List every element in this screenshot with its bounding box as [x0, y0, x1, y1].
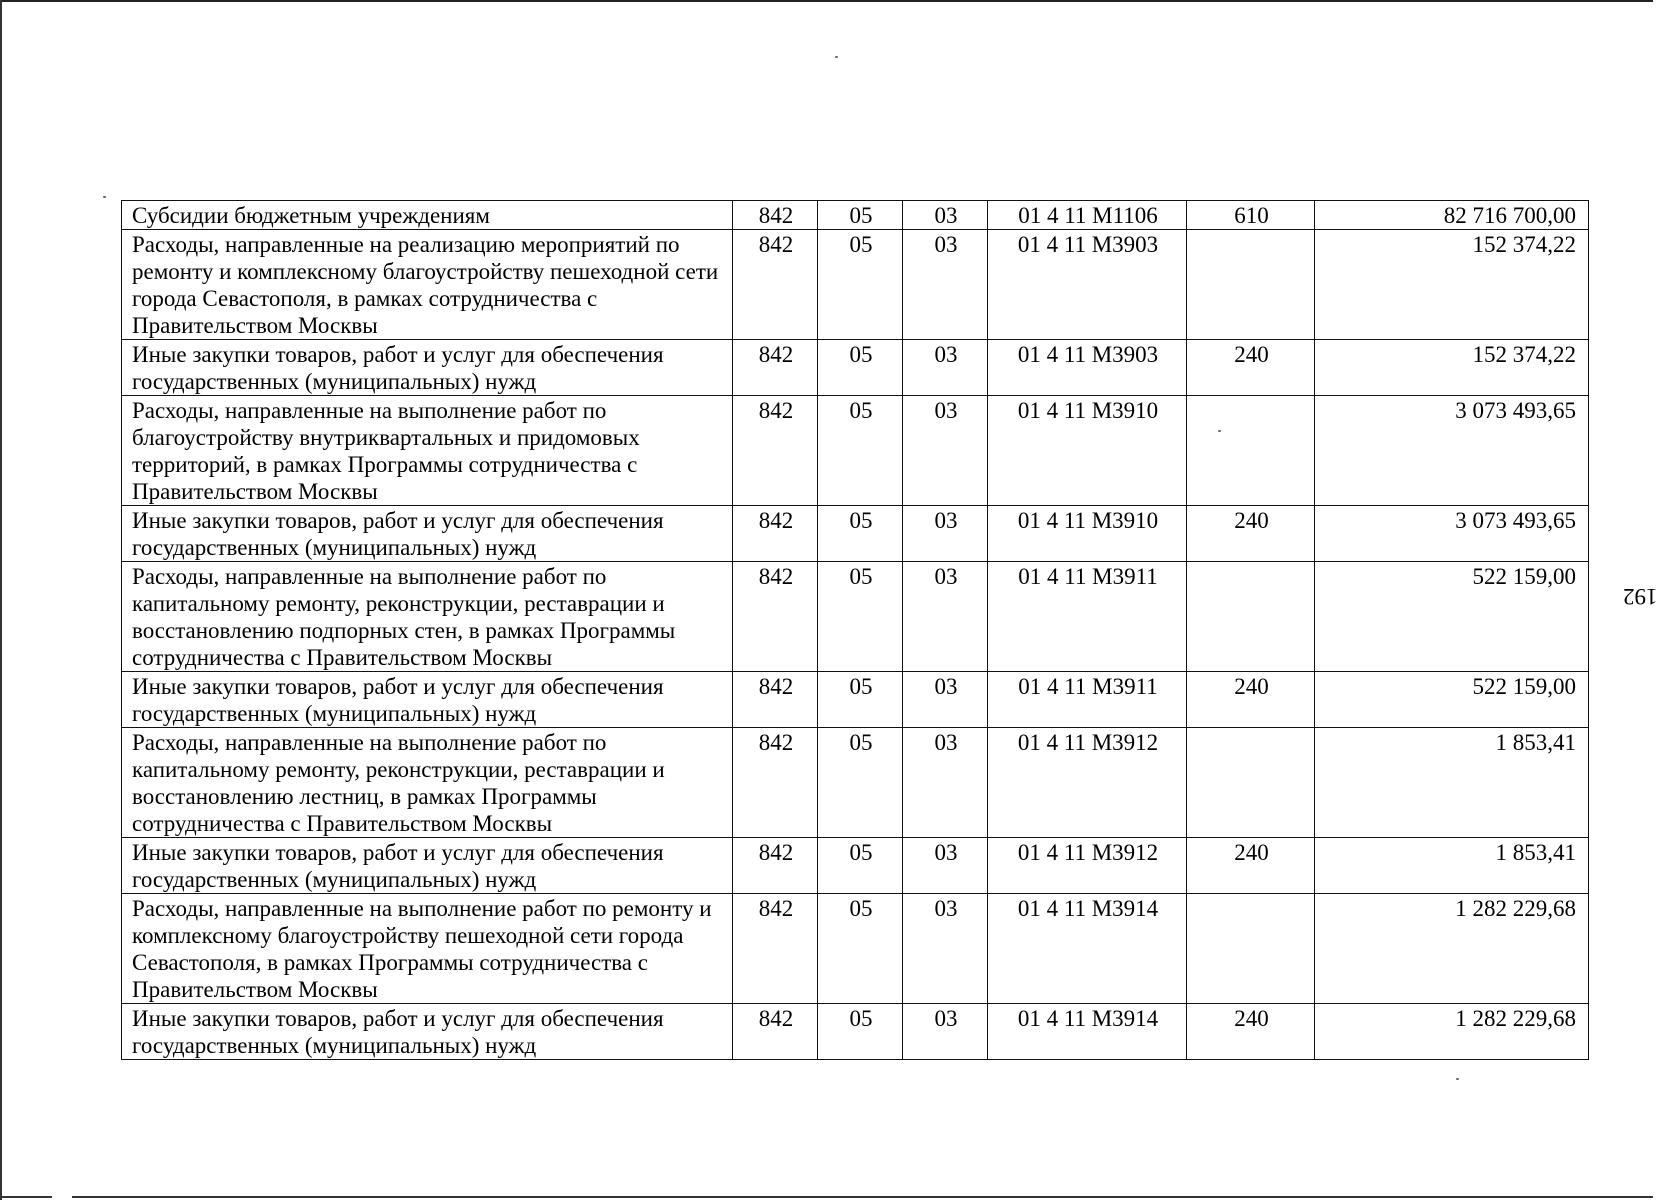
scan-speck [103, 196, 106, 198]
expense-name: Расходы, направленные на выполнение работ по капитальному ремонту, реконструкции, реставрации и восстановлению лестниц, в рамках Программы сотрудничества с Правительством Москвы [122, 728, 733, 838]
amount: 1 282 229,68 [1315, 894, 1589, 1004]
target-article-code: 01 4 11 М3911 [988, 672, 1187, 728]
amount: 3 073 493,65 [1315, 506, 1589, 562]
subsection-code: 03 [903, 201, 988, 230]
expense-type-code: 240 [1187, 506, 1315, 562]
expense-name: Иные закупки товаров, работ и услуг для обеспечения государственных (муниципальных) нужд [122, 838, 733, 894]
expense-name: Субсидии бюджетным учреждениям [122, 201, 733, 230]
target-article-code: 01 4 11 М3910 [988, 506, 1187, 562]
expense-name: Иные закупки товаров, работ и услуг для обеспечения государственных (муниципальных) нужд [122, 506, 733, 562]
table-row [122, 838, 1589, 894]
expense-name: Расходы, направленные на реализацию мероприятий по ремонту и комплексному благоустройству пешеходной сети города Севастополя, в рамках сотрудничества с Правительством Москвы [122, 230, 733, 340]
target-article-code: 01 4 11 М3912 [988, 838, 1187, 894]
section-code: 05 [818, 201, 903, 230]
scan-edge-left [0, 0, 2, 1200]
table-row [122, 562, 1589, 672]
target-article-code: 01 4 11 М3910 [988, 396, 1187, 506]
expense-type-code [1187, 396, 1315, 506]
section-code: 05 [818, 230, 903, 340]
subsection-code: 03 [903, 894, 988, 1004]
amount: 3 073 493,65 [1315, 396, 1589, 506]
amount: 1 282 229,68 [1315, 1004, 1589, 1060]
department-code: 842 [733, 201, 818, 230]
table-row [122, 672, 1589, 728]
subsection-code: 03 [903, 838, 988, 894]
expense-name: Расходы, направленные на выполнение работ по благоустройству внутриквартальных и придомовых территорий, в рамках Программы сотрудничества с Правительством Москвы [122, 396, 733, 506]
amount: 1 853,41 [1315, 838, 1589, 894]
amount: 82 716 700,00 [1315, 201, 1589, 230]
table-row [122, 201, 1589, 230]
section-code: 05 [818, 728, 903, 838]
department-code: 842 [733, 562, 818, 672]
expense-type-code: 240 [1187, 838, 1315, 894]
department-code: 842 [733, 672, 818, 728]
amount: 522 159,00 [1315, 562, 1589, 672]
section-code: 05 [818, 1004, 903, 1060]
target-article-code: 01 4 11 М3912 [988, 728, 1187, 838]
subsection-code: 03 [903, 396, 988, 506]
scan-speck [835, 56, 838, 58]
expense-type-code [1187, 728, 1315, 838]
target-article-code: 01 4 11 М3911 [988, 562, 1187, 672]
subsection-code: 03 [903, 728, 988, 838]
department-code: 842 [733, 230, 818, 340]
subsection-code: 03 [903, 672, 988, 728]
expense-type-code: 240 [1187, 340, 1315, 396]
amount: 152 374,22 [1315, 230, 1589, 340]
target-article-code: 01 4 11 М3914 [988, 894, 1187, 1004]
section-code: 05 [818, 340, 903, 396]
amount: 152 374,22 [1315, 340, 1589, 396]
expense-type-code: 240 [1187, 1004, 1315, 1060]
department-code: 842 [733, 396, 818, 506]
section-code: 05 [818, 396, 903, 506]
table-row [122, 340, 1589, 396]
amount: 522 159,00 [1315, 672, 1589, 728]
expense-type-code: 240 [1187, 672, 1315, 728]
scan-edge-bottom [72, 1196, 1653, 1198]
expense-type-code: 610 [1187, 201, 1315, 230]
subsection-code: 03 [903, 230, 988, 340]
expense-name: Расходы, направленные на выполнение работ по ремонту и комплексному благоустройству пешеходной сети города Севастополя, в рамках Программы сотрудничества с Правительством Москвы [122, 894, 733, 1004]
department-code: 842 [733, 894, 818, 1004]
page-number: 192 [1623, 584, 1658, 609]
target-article-code: 01 4 11 М3914 [988, 1004, 1187, 1060]
subsection-code: 03 [903, 506, 988, 562]
department-code: 842 [733, 1004, 818, 1060]
table-row [122, 1004, 1589, 1060]
budget-table [121, 200, 1589, 1060]
scan-edge-bottom-left [0, 1196, 52, 1198]
section-code: 05 [818, 894, 903, 1004]
expense-type-code [1187, 562, 1315, 672]
section-code: 05 [818, 506, 903, 562]
expense-name: Расходы, направленные на выполнение работ по капитальному ремонту, реконструкции, реставрации и восстановлению подпорных стен, в рамках Программы сотрудничества с Правительством Москвы [122, 562, 733, 672]
subsection-code: 03 [903, 340, 988, 396]
table-row [122, 506, 1589, 562]
table-row [122, 728, 1589, 838]
department-code: 842 [733, 838, 818, 894]
expense-type-code [1187, 230, 1315, 340]
subsection-code: 03 [903, 562, 988, 672]
department-code: 842 [733, 728, 818, 838]
expense-name: Иные закупки товаров, работ и услуг для обеспечения государственных (муниципальных) нужд [122, 672, 733, 728]
table-row [122, 396, 1589, 506]
subsection-code: 03 [903, 1004, 988, 1060]
department-code: 842 [733, 506, 818, 562]
expense-name: Иные закупки товаров, работ и услуг для обеспечения государственных (муниципальных) нужд [122, 1004, 733, 1060]
target-article-code: 01 4 11 М3903 [988, 340, 1187, 396]
amount: 1 853,41 [1315, 728, 1589, 838]
department-code: 842 [733, 340, 818, 396]
scan-speck [1456, 1078, 1459, 1080]
target-article-code: 01 4 11 М3903 [988, 230, 1187, 340]
table-row [122, 230, 1589, 340]
target-article-code: 01 4 11 М1106 [988, 201, 1187, 230]
table-row [122, 894, 1589, 1004]
expense-type-code [1187, 894, 1315, 1004]
scan-edge-top [0, 0, 1653, 2]
section-code: 05 [818, 672, 903, 728]
section-code: 05 [818, 838, 903, 894]
section-code: 05 [818, 562, 903, 672]
expense-name: Иные закупки товаров, работ и услуг для обеспечения государственных (муниципальных) нужд [122, 340, 733, 396]
